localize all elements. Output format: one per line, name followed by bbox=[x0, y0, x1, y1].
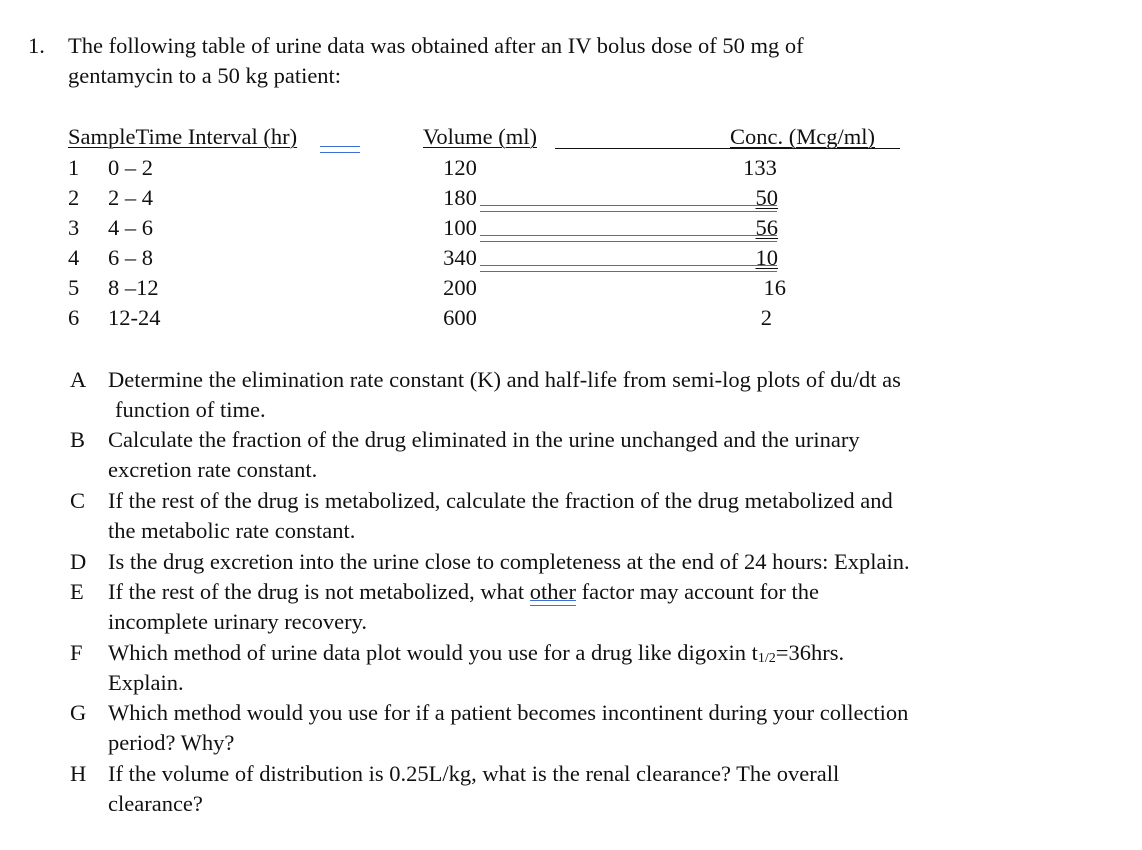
sample-number: 1 bbox=[68, 155, 80, 180]
row-blue-double-rule bbox=[480, 265, 777, 272]
part-letter: E bbox=[70, 579, 84, 604]
part-g-line2: period? Why? bbox=[108, 730, 235, 755]
part-c-line2: the metabolic rate constant. bbox=[108, 518, 356, 543]
part-f-line1: Which method of urine data plot would you use for a drug like digoxin $t_{1/2}=36hrs$. bbox=[108, 640, 845, 666]
time-interval: 8 –12 bbox=[108, 275, 159, 300]
part-b-line1: Calculate the fraction of the drug eliminated in the urine unchanged and the urinary bbox=[108, 427, 860, 452]
row-blue-double-rule bbox=[480, 205, 777, 212]
sample-number: 6 bbox=[68, 305, 80, 330]
volume-value: 180 bbox=[443, 185, 477, 210]
conc-value: 133 bbox=[743, 155, 777, 180]
header-blue-double-rule bbox=[320, 146, 360, 153]
sample-number: 3 bbox=[68, 215, 80, 240]
table-header-volume: Volume (ml) bbox=[423, 124, 537, 149]
time-interval: 2 – 4 bbox=[108, 185, 153, 210]
part-c-line1: If the rest of the drug is metabolized, calculate the fraction of the drug metabolized and bbox=[108, 488, 893, 513]
volume-value: 120 bbox=[443, 155, 477, 180]
part-a-line1: Determine the elimination rate constant (K) and half-life from semi-log plots of du/dt as bbox=[108, 367, 901, 392]
question-text-line1: The following table of urine data was obtained after an IV bolus dose of 50 mg of bbox=[68, 33, 804, 58]
part-a-line2: function of time. bbox=[115, 397, 266, 422]
part-letter: B bbox=[70, 427, 86, 452]
conc-value: 2 bbox=[760, 305, 772, 330]
time-interval: 4 – 6 bbox=[108, 215, 153, 240]
part-b-line2: excretion rate constant. bbox=[108, 457, 318, 482]
question-number: 1. bbox=[28, 33, 45, 58]
conc-value: 56 bbox=[755, 215, 778, 240]
conc-value: 10 bbox=[755, 245, 778, 270]
table-header-sample: SampleTime Interval (hr) bbox=[68, 124, 298, 149]
part-g-line1: Which method would you use for if a patient becomes incontinent during your collection bbox=[108, 700, 909, 725]
part-letter: D bbox=[70, 549, 87, 574]
sample-number: 5 bbox=[68, 275, 80, 300]
time-interval: 0 – 2 bbox=[108, 155, 153, 180]
time-interval: 6 – 8 bbox=[108, 245, 153, 270]
table-header-conc: Conc. (Mcg/ml) bbox=[730, 124, 875, 149]
conc-value: 50 bbox=[755, 185, 778, 210]
header-rule bbox=[555, 148, 900, 149]
part-letter: A bbox=[70, 367, 87, 392]
part-letter: H bbox=[70, 761, 87, 786]
volume-value: 200 bbox=[443, 275, 477, 300]
part-e-line1: If the rest of the drug is not metabolized, what other factor may account for the bbox=[108, 579, 820, 604]
conc-value: 16 bbox=[763, 275, 786, 300]
volume-value: 100 bbox=[443, 215, 477, 240]
volume-value: 340 bbox=[443, 245, 477, 270]
sample-number: 2 bbox=[68, 185, 80, 210]
part-h-line1: If the volume of distribution is 0.25L/kg, what is the renal clearance? The overall bbox=[108, 761, 840, 786]
sample-number: 4 bbox=[68, 245, 80, 270]
volume-value: 600 bbox=[443, 305, 477, 330]
blue-double-underline bbox=[530, 600, 576, 606]
underlined-word-other: other bbox=[529, 579, 576, 604]
part-letter: G bbox=[70, 700, 87, 725]
part-h-line2: clearance? bbox=[108, 791, 203, 816]
part-e-line2: incomplete urinary recovery. bbox=[108, 609, 368, 634]
question-text-line2: gentamycin to a 50 kg patient: bbox=[68, 63, 342, 88]
part-d-line1: Is the drug excretion into the urine close to completeness at the end of 24 hours: Explain. bbox=[108, 549, 910, 574]
time-interval: 12-24 bbox=[108, 305, 161, 330]
part-f-line2: Explain. bbox=[108, 670, 184, 695]
row-blue-double-rule bbox=[480, 235, 777, 242]
part-letter: C bbox=[70, 488, 86, 513]
part-letter: F bbox=[70, 640, 83, 665]
